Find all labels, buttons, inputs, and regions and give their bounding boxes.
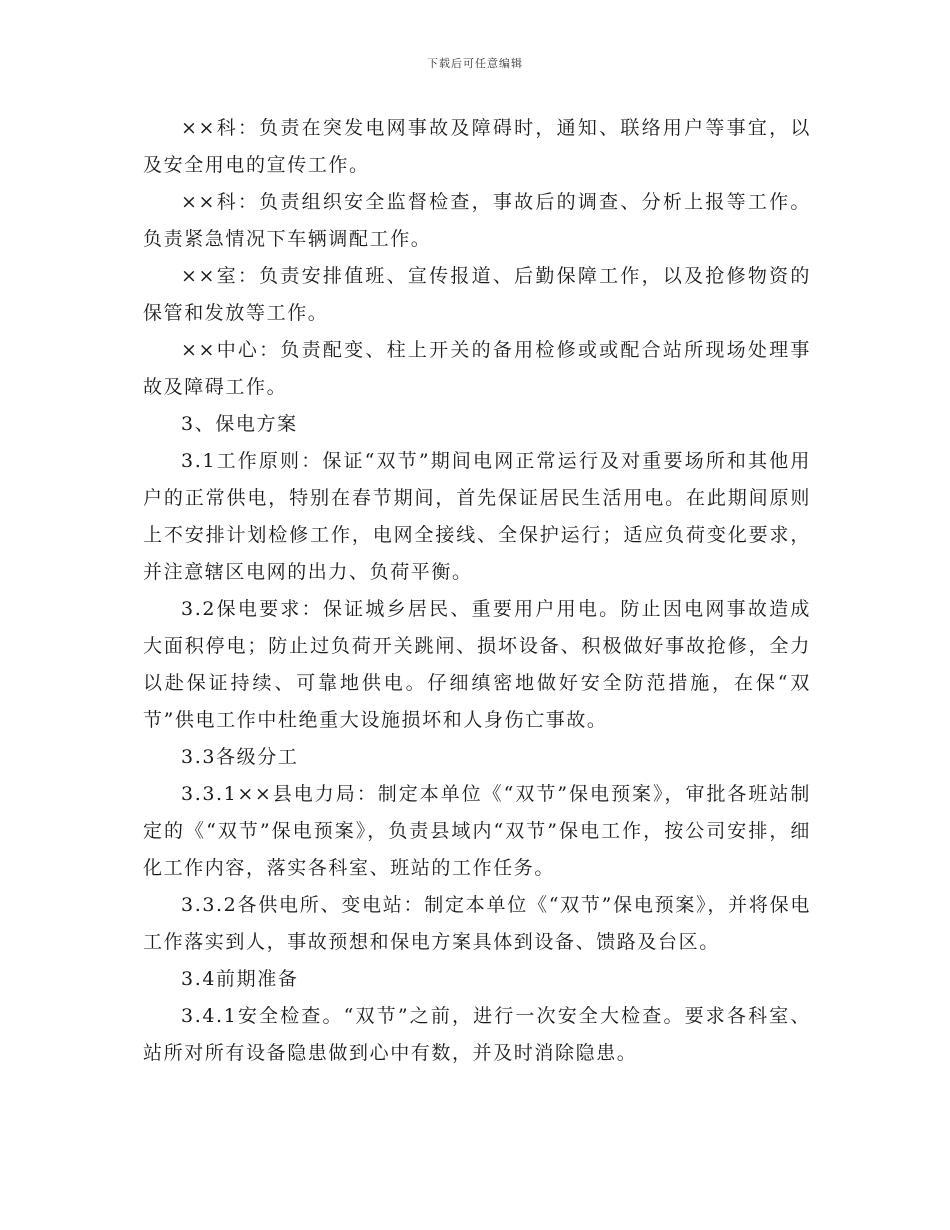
- section-heading-plan: 3、保电方案: [181, 413, 298, 435]
- paragraph-duty-section-2: ××科：负责组织安全监督检查，事故后的调查、分析上报等工作。负责紧急情况下车辆调配工作。: [143, 191, 811, 250]
- paragraph-stations: 3.3.2各供电所、变电站：制定本单位《“双节”保电预案》，并将保电工作落实到人，事故预想和保电方案具体到设备、馈路及台区。: [143, 894, 811, 953]
- paragraph-duty-section-1: ××科：负责在突发电网事故及障碍时，通知、联络用户等事宜，以及安全用电的宣传工作。: [143, 117, 811, 176]
- section-heading-preparation: 3.4前期准备: [181, 968, 299, 990]
- paragraph-duty-office: ××室：负责安排值班、宣传报道、后勤保障工作，以及抢修物资的保管和发放等工作。: [143, 265, 811, 324]
- paragraph-requirements: 3.2保电要求：保证城乡居民、重要用户用电。防止因电网事故造成大面积停电；防止过负荷开关跳闸、损坏设备、积极做好事故抢修，全力以赴保证持续、可靠地供电。仔细缜密地做好安全防范措施，在保“双节”供电工作中杜绝重大设施损坏和人身伤亡事故。: [143, 598, 811, 731]
- section-heading-division: 3.3各级分工: [181, 746, 299, 768]
- paragraph-county-bureau: 3.3.1××县电力局：制定本单位《“双节”保电预案》，审批各班站制定的《“双节”保电预案》，负责县域内“双节”保电工作，按公司安排，细化工作内容，落实各科室、班站的工作任务。: [143, 783, 811, 879]
- paragraph-duty-center: ××中心：负责配变、柱上开关的备用检修或或配合站所现场处理事故及障碍工作。: [143, 339, 811, 398]
- page-header: 下载后可任意编辑: [427, 57, 523, 70]
- paragraph-work-principle: 3.1工作原则：保证“双节”期间电网正常运行及对重要场所和其他用户的正常供电，特别在春节期间，首先保证居民生活用电。在此期间原则上不安排计划检修工作，电网全接线、全保护运行；适应负荷变化要求，并注意辖区电网的出力、负荷平衡。: [143, 450, 811, 583]
- document-body: [143, 110, 811, 1072]
- paragraph-safety-check: 3.4.1安全检查。“双节”之前，进行一次安全大检查。要求各科室、站所对所有设备隐患做到心中有数，并及时消除隐患。: [143, 1005, 811, 1064]
